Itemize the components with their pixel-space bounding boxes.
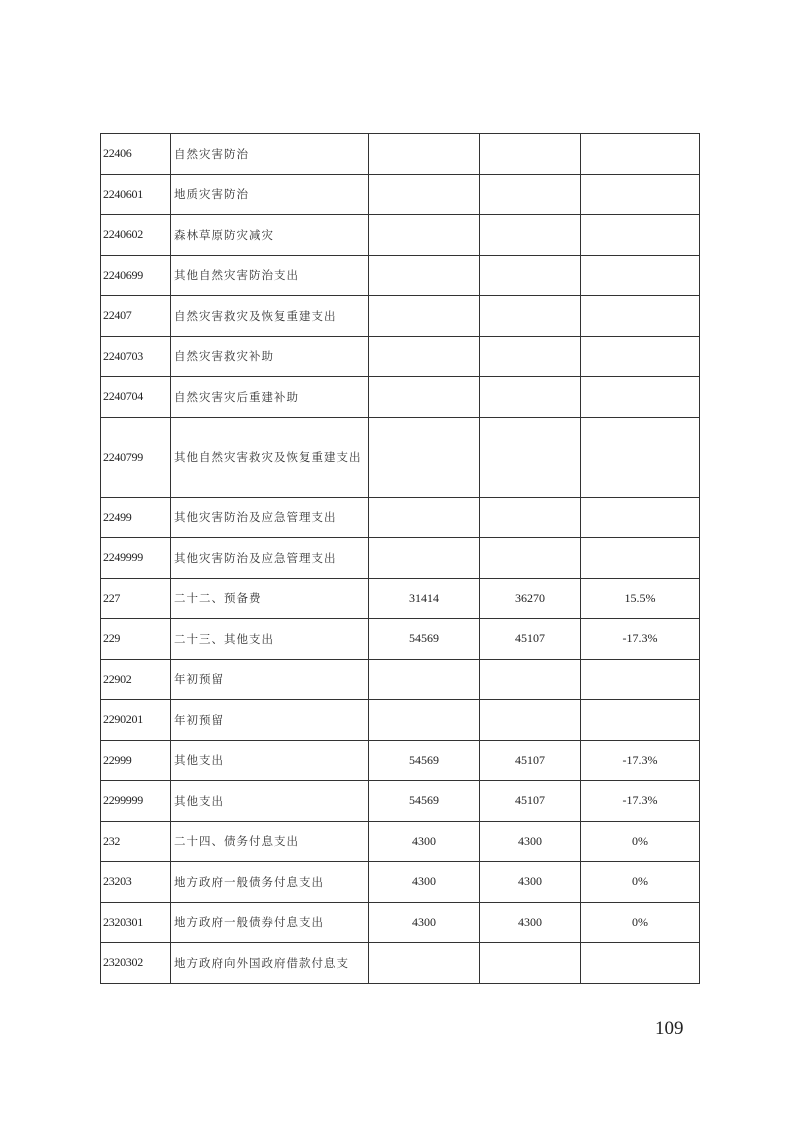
prev-year-cell (369, 700, 480, 741)
change-percent-cell: -17.3% (581, 740, 700, 781)
code-cell: 22902 (101, 659, 171, 700)
change-percent-cell: 0% (581, 902, 700, 943)
change-percent-cell (581, 700, 700, 741)
table-row (101, 336, 700, 377)
table-row (101, 215, 700, 256)
prev-year-cell (369, 255, 480, 296)
name-cell: 年初预留 (171, 659, 369, 700)
current-year-cell (480, 659, 581, 700)
code-cell: 22407 (101, 296, 171, 337)
prev-year-cell: 4300 (369, 862, 480, 903)
table-row (101, 700, 700, 741)
prev-year-cell (369, 215, 480, 256)
code-cell: 2249999 (101, 538, 171, 579)
code-cell: 2240703 (101, 336, 171, 377)
current-year-cell (480, 497, 581, 538)
prev-year-cell (369, 538, 480, 579)
code-cell: 23203 (101, 862, 171, 903)
table-row (101, 659, 700, 700)
current-year-cell: 45107 (480, 619, 581, 660)
name-cell: 其他自然灾害救灾及恢复重建支出 (171, 417, 369, 497)
change-percent-cell (581, 174, 700, 215)
name-cell: 二十三、其他支出 (171, 619, 369, 660)
code-cell: 2320302 (101, 943, 171, 984)
table-row (101, 578, 700, 619)
prev-year-cell: 4300 (369, 821, 480, 862)
name-cell: 自然灾害防治 (171, 134, 369, 175)
change-percent-cell (581, 659, 700, 700)
change-percent-cell (581, 538, 700, 579)
change-percent-cell (581, 134, 700, 175)
change-percent-cell (581, 943, 700, 984)
table-row (101, 902, 700, 943)
change-percent-cell: 15.5% (581, 578, 700, 619)
code-cell: 229 (101, 619, 171, 660)
name-cell: 地方政府一般债务付息支出 (171, 862, 369, 903)
prev-year-cell: 31414 (369, 578, 480, 619)
table-row (101, 943, 700, 984)
table-row (101, 377, 700, 418)
code-cell: 22406 (101, 134, 171, 175)
code-cell: 227 (101, 578, 171, 619)
name-cell: 其他支出 (171, 781, 369, 822)
prev-year-cell (369, 377, 480, 418)
prev-year-cell: 54569 (369, 619, 480, 660)
code-cell: 22999 (101, 740, 171, 781)
code-cell: 2299999 (101, 781, 171, 822)
name-cell: 自然灾害救灾及恢复重建支出 (171, 296, 369, 337)
table-row (101, 740, 700, 781)
current-year-cell (480, 255, 581, 296)
change-percent-cell (581, 215, 700, 256)
change-percent-cell: 0% (581, 862, 700, 903)
prev-year-cell (369, 134, 480, 175)
current-year-cell: 36270 (480, 578, 581, 619)
current-year-cell (480, 417, 581, 497)
prev-year-cell (369, 296, 480, 337)
code-cell: 2240699 (101, 255, 171, 296)
name-cell: 地方政府一般债券付息支出 (171, 902, 369, 943)
current-year-cell (480, 538, 581, 579)
name-cell: 地方政府向外国政府借款付息支 (171, 943, 369, 984)
change-percent-cell (581, 377, 700, 418)
prev-year-cell (369, 943, 480, 984)
code-cell: 2240704 (101, 377, 171, 418)
prev-year-cell (369, 174, 480, 215)
current-year-cell (480, 215, 581, 256)
name-cell: 森林草原防灾减灾 (171, 215, 369, 256)
change-percent-cell (581, 296, 700, 337)
name-cell: 其他灾害防治及应急管理支出 (171, 538, 369, 579)
table-row (101, 538, 700, 579)
code-cell: 2290201 (101, 700, 171, 741)
name-cell: 地质灾害防治 (171, 174, 369, 215)
prev-year-cell (369, 336, 480, 377)
name-cell: 自然灾害灾后重建补助 (171, 377, 369, 418)
name-cell: 其他灾害防治及应急管理支出 (171, 497, 369, 538)
prev-year-cell: 4300 (369, 902, 480, 943)
change-percent-cell: 0% (581, 821, 700, 862)
name-cell: 二十二、预备费 (171, 578, 369, 619)
change-percent-cell: -17.3% (581, 619, 700, 660)
budget-table (100, 133, 700, 984)
change-percent-cell: -17.3% (581, 781, 700, 822)
code-cell: 2240799 (101, 417, 171, 497)
current-year-cell (480, 336, 581, 377)
change-percent-cell (581, 255, 700, 296)
page-number: 109 (655, 1018, 684, 1039)
current-year-cell: 4300 (480, 902, 581, 943)
table-row (101, 174, 700, 215)
current-year-cell (480, 174, 581, 215)
current-year-cell: 45107 (480, 740, 581, 781)
code-cell: 232 (101, 821, 171, 862)
name-cell: 其他自然灾害防治支出 (171, 255, 369, 296)
prev-year-cell (369, 497, 480, 538)
table-row (101, 134, 700, 175)
table-row (101, 781, 700, 822)
current-year-cell: 4300 (480, 862, 581, 903)
current-year-cell (480, 377, 581, 418)
current-year-cell (480, 943, 581, 984)
prev-year-cell (369, 659, 480, 700)
code-cell: 2240602 (101, 215, 171, 256)
change-percent-cell (581, 497, 700, 538)
name-cell: 其他支出 (171, 740, 369, 781)
code-cell: 2320301 (101, 902, 171, 943)
table-row (101, 619, 700, 660)
name-cell: 二十四、债务付息支出 (171, 821, 369, 862)
table-row (101, 255, 700, 296)
budget-table-body (101, 134, 700, 984)
current-year-cell: 45107 (480, 781, 581, 822)
name-cell: 年初预留 (171, 700, 369, 741)
prev-year-cell: 54569 (369, 781, 480, 822)
name-cell: 自然灾害救灾补助 (171, 336, 369, 377)
table-row (101, 821, 700, 862)
code-cell: 2240601 (101, 174, 171, 215)
table-row (101, 497, 700, 538)
table-row (101, 417, 700, 497)
prev-year-cell (369, 417, 480, 497)
current-year-cell: 4300 (480, 821, 581, 862)
table-row (101, 862, 700, 903)
current-year-cell (480, 296, 581, 337)
code-cell: 22499 (101, 497, 171, 538)
current-year-cell (480, 700, 581, 741)
prev-year-cell: 54569 (369, 740, 480, 781)
change-percent-cell (581, 417, 700, 497)
current-year-cell (480, 134, 581, 175)
change-percent-cell (581, 336, 700, 377)
table-row (101, 296, 700, 337)
